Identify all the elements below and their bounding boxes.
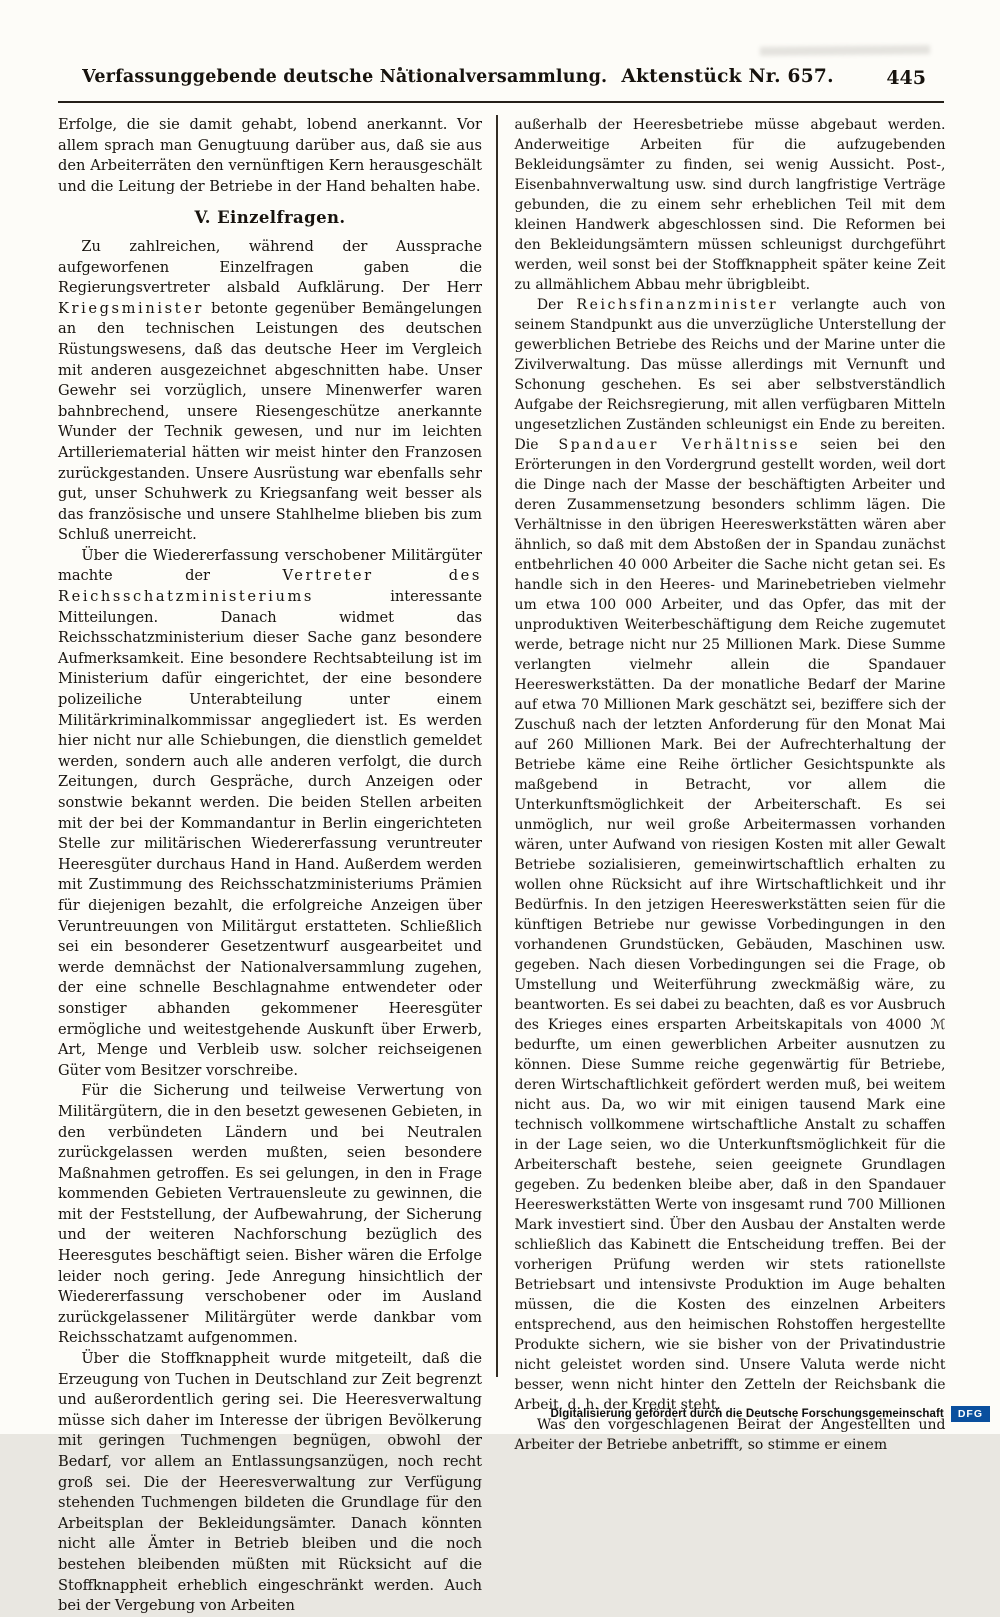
scan-artifact [760,45,930,56]
assembly-title: Verfassunggebende deutsche Nationalversammlung. [82,67,608,87]
header-center [58,66,858,87]
page-number: 445 [886,67,926,89]
section-heading: V. Einzelfragen. [194,208,346,228]
digitization-credit: Digitalisierung gefördert durch die Deutsche Forschungsgemeinschaft [550,1408,944,1420]
paragraph: Der Reichsfinanzminister verlangte auch von seinem Standpunkt aus die unverzügliche Unterstellung der gewerblichen Betriebe des Reichs und der Marine unter die Zivilverwaltung. Das müsse allerdings mit Vernunft und Schonung geschehen. Es sei aber selbstverständlich Aufgabe der Reichsregierung, mit allen verfügbaren Mitteln ungesetzlichen Zuständen schleunigst ein Ende zu bereiten. Die Spandauer Verhältnisse seien bei den Erörterungen in den Vordergrund gestellt worden, weil dort die Dinge nach der Masse der beschäftigten Arbeiter und deren Zusammensetzung besonders schlimm lägen. Die Verhältnisse in den übrigen Heereswerkstätten wären aber ähnlich, so daß mit dem Abstoßen der in Spandau zunächst entbehrlichen 40 000 Arbeiter die Sache nicht getan sei. Es handle sich in den Heeres- und Marinebetrieben vielmehr um etwa 100 000 Arbeiter, und das Opfer, das mit der unproduktiven Weiterbeschäftigung dem Reiche zugemutet werde, betrage nicht nur 25 Millionen Mark. Diese Summe verlangten vielmehr allein die Spandauer Heereswerkstätten. Da der monatliche Bedarf der Marine auf etwa 70 Millionen Mark geschätzt sei, beziffere sich der Zuschuß nach der letzten Anforderung für den Monat Mai auf 260 Millionen Mark. Bei der Aufrechterhaltung der Betriebe käme eine Reihe örtlicher Gesichtspunkte als maßgebend in Betracht, vor allem die Unterkunftsmöglichkeit der Arbeiterschaft. Es sei unmöglich, nur weil große Arbeitermassen vorhanden wären, unter Aufwand von riesigen Kosten mit aller Gewalt Betriebe sozialisieren, gemeinwirtschaftlich erhalten zu wollen ohne Rücksicht auf ihre Wirtschaftlichkeit und ihr Bedürfnis. In den jetzigen Heereswerkstätten seien für die künftigen Betriebe nur gewisse Vorbedingungen in den vorhandenen Grundstücken, Gebäuden, Maschinen usw. gegeben. Nach diesen Vorbedingungen sei die Frage, ob Umstellung und Weiterführung zweckmäßig wäre, zu beantworten. Es sei dabei zu beachten, daß es vor Ausbruch des Krieges eines ersparten Arbeitskapitals von 4000 ℳ bedurfte, um einen gewerblichen Arbeiter ausnutzen zu können. Diese Summe reiche gegenwärtig für Betriebe, deren Wirtschaftlichkeit gefördert werden muß, bei weitem nicht aus. Da, wo wir mit einigen tausend Mark eine technisch vollkommene wirtschaftliche Anstalt zu schaffen in der Lage seien, wo die Unterkunftsmöglichkeit für die Arbeiterschaft bestehe, seien geeignete Grundlagen gegeben. Zu bedenken bleibe aber, daß in den Spandauer Heereswerkstätten Werte von insgesamt rund 700 Millionen Mark investiert sind. Über den Ausbau der Anstalten werde schließlich das Kabinett die Entscheidung treffen. Bei der vorherigen Prüfung werden wir stets rationellste Betriebsart und intensivste Produktion im Auge behalten müssen, die die Kosten des einzelnen Arbeiters entsprechend, aus den heimischen Rohstoffen hergestellte Produkte sichern, wie sie bisher von der Privatindustrie nicht geleistet worden sind. Unsere Valuta werde nicht besser, wenn nicht hinter den Zetteln der Reichsbank die Arbeit, d. h. der Kredit steht. [514,297,946,1413]
column-left [58,115,482,1615]
dfg-logo: DFG [951,1406,990,1422]
paragraph: Zu zahlreichen, während der Aussprache aufgeworfenen Einzelfragen gaben die Regierungsvertreter alsbald Aufklärung. Der Herr Kriegsminister betonte gegenüber Bemängelungen an den technischen Leistungen des deutschen Rüstungswesens, daß das deutsche Heer im Vergleich mit anderen ausgezeichnet abgeschnitten habe. Unser Gewehr sei vorzüglich, unsere Minenwerfer waren bahnbrechend, unsere Riesengeschütze anerkannte Wunder der Technik gewesen, und nur im leichten Artilleriematerial hätten wir meist hinter den Franzosen zurückgestanden. Unsere Ausrüstung war ebenfalls sehr gut, unser Schuhwerk zu Kriegsanfang weit besser als das französische und unsere Stahlhelme blieben bis zum Schluß unerreicht. [58,237,482,544]
paragraph: Was den vorgeschlagenen Beirat der Angestellten und Arbeiter der Betriebe anbetrifft, so stimme er einem [514,1417,946,1453]
paragraph: Für die Sicherung und teilweise Verwertung von Militärgütern, die in den besetzt gewesenen Gebieten, in den verbündeten Ländern und bei Neutralen zurückgelassen werden mußten, seien besondere Maßnahmen getroffen. Es sei gelungen, in den in Frage kommenden Gebieten Vertrauensleute zu gewinnen, die mit der Feststellung, der Aufbewahrung, der Sicherung und der weiteren Nachforschung bezüglich des Heeresgutes beschäftigt seien. Bisher wären die Erfolge leider noch gering. Jede Anregung hinsichtlich der Wiedererfassung verschobener oder im Ausland zurückgelassener Militärgüter werde dankbar vom Reichsschatzamt aufgenommen. [58,1082,482,1347]
column-divider [496,115,498,1377]
paragraph: Über die Wiedererfassung verschobener Militärgüter machte der Vertreter des Reichsschatzministeriums interessante Mitteilungen. Danach widmet das Reichsschatzministerium dieser Sache ganz besondere Aufmerksamkeit. Eine besondere Rechtsabteilung ist im Ministerium dafür eingerichtet, der eine besondere polizeiliche Unterabteilung unter einem Militärkriminalkommissar angegliedert ist. Es werden hier nicht nur alle Schiebungen, die dienstlich gemeldet werden, sondern auch alle anderen verfolgt, die durch Zeitungen, durch Gespräche, durch Anzeigen oder sonstwie bekannt werden. Die beiden Stellen arbeiten mit der bei der Kommandantur in Berlin eingerichteten Stelle zur militärischen Wiedererfassung veruntreuter Heeresgüter durchaus Hand in Hand. Außerdem werden mit Zustimmung des Reichsschatzministeriums Prämien für diejenigen bezahlt, die erfolgreiche Anzeigen über Veruntreuungen von Militärgut erstatteten. Schließlich sei ein besonderer Gesetzentwurf ausgearbeitet und werde demnächst der Nationalversammlung zugehen, der eine schnelle Beschlagnahme entwendeter oder sonstiger abhanden gekommener Heeresgüter ermögliche und weitestgehende Auskunft über Erwerb, Art, Menge und Verbleib usw. solcher reichseigenen Güter vom Besitzer vorschreibe. [58,546,482,1079]
paragraph: außerhalb der Heeresbetriebe müsse abgebaut werden. Anderweitige Arbeiten für die aufzugebenden Bekleidungsämter zu finden, sei wenig Aussicht. Post-, Eisenbahnverwaltung usw. sind durch langfristige Verträge gebunden, die zu einem sehr erheblichen Teil mit dem kleinen Handwerk abgeschlossen sind. Die Reformen bei den Bekleidungsämtern müssen schleunigst durchgeführt werden, weil sonst bei der Stoffknappheit später keine Zeit zu allmählichem Abbau mehr übrigbleibt. [514,117,946,293]
header-rule [58,101,944,103]
digitization-footer [551,1406,990,1422]
document-label: Aktenstück Nr. 657. [621,66,834,87]
paragraph: Über die Stoffknappheit wurde mitgeteilt, daß die Erzeugung von Tuchen in Deutschland zur Zeit begrenzt und außerordentlich gering sei. Die Heeresverwaltung müsse sich daher im Interesse der übrigen Bevölkerung mit geringen Tuchmengen begnügen, obwohl der Bedarf, vor allem an Entlassungsanzügen, noch recht groß sei. Die der Heeresverwaltung zur Verfügung stehenden Tuchmengen bildeten die Grundlage für den Arbeitsplan der Bekleidungsämter. Danach könnten nicht alle Ämter in Betrieb bleiben und die noch bestehen bleibenden müßten mit Rücksicht auf die Stoffknappheit erheblich eingeschränkt werden. Auch bei der Vergebung von Arbeiten [58,1350,482,1615]
scan-dots [398,56,412,62]
page-header [58,66,944,96]
paragraph: Erfolge, die sie damit gehabt, lobend anerkannt. Vor allem sprach man Genugtuung darüber aus, daß sie aus den Arbeiterräten den vernünftigen Kern herausgeschält und die Leitung der Betriebe in der Hand behalten habe. [58,116,482,195]
